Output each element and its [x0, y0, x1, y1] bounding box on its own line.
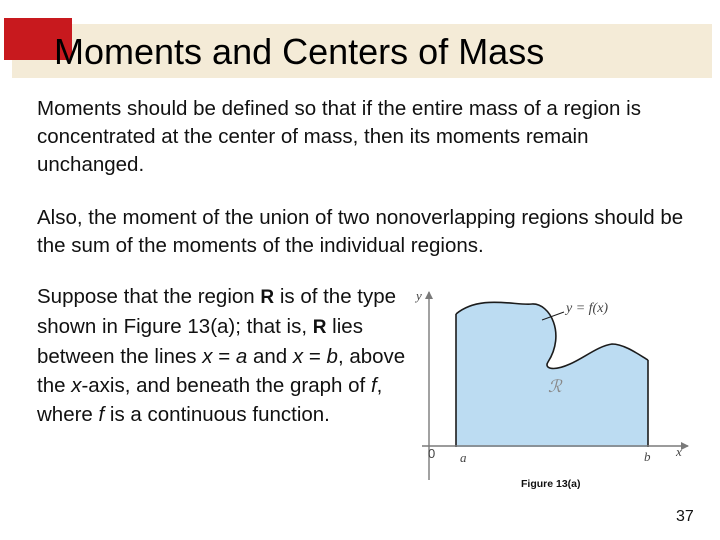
figure-13a: [408, 284, 698, 494]
figure-caption: Figure 13(a): [521, 478, 581, 490]
a-label: a: [460, 450, 467, 465]
region-label: ℛ: [548, 377, 562, 396]
variable-x: x: [71, 374, 82, 397]
region-symbol: R: [260, 287, 275, 308]
paragraph-union-moments: Also, the moment of the union of two nonoverlapping regions should be the sum of the moments of the individual regions.: [37, 206, 684, 257]
text-segment: , where: [37, 374, 383, 426]
paragraph-moments-definition: Moments should be defined so that if the entire mass of a region is concentrated at the center of mass, then its moments remain unchanged.: [37, 97, 641, 176]
text-segment: =: [212, 345, 236, 368]
slide-title: Moments and Centers of Mass: [54, 31, 545, 72]
region-symbol: R: [312, 317, 327, 338]
function-f: f: [370, 374, 377, 397]
text-segment: -axis, and beneath the graph of: [81, 374, 371, 397]
variable-b: b: [326, 345, 338, 368]
paragraph-region-description: [37, 282, 407, 429]
curve-label: y = f(x): [566, 301, 609, 316]
text-segment: , above the: [37, 345, 406, 397]
b-label: b: [644, 449, 651, 464]
origin-label: 0: [428, 446, 436, 461]
page-number: 37: [676, 508, 694, 525]
variable-x: x: [202, 345, 213, 368]
text-segment: =: [303, 345, 327, 368]
y-axis-label: y: [416, 288, 422, 303]
text-segment: is of the type shown in Figure 13(a); that is,: [37, 285, 397, 338]
text-segment: lies between the lines: [37, 315, 363, 368]
text-segment: and: [247, 345, 293, 368]
function-f: f: [98, 403, 105, 426]
variable-x: x: [292, 345, 304, 368]
variable-a: a: [235, 345, 248, 368]
text-segment: is a continuous function.: [104, 403, 330, 426]
x-axis-label: x: [676, 444, 682, 459]
region-r-fill: [456, 302, 648, 447]
text-segment: Suppose that the region: [37, 285, 261, 308]
